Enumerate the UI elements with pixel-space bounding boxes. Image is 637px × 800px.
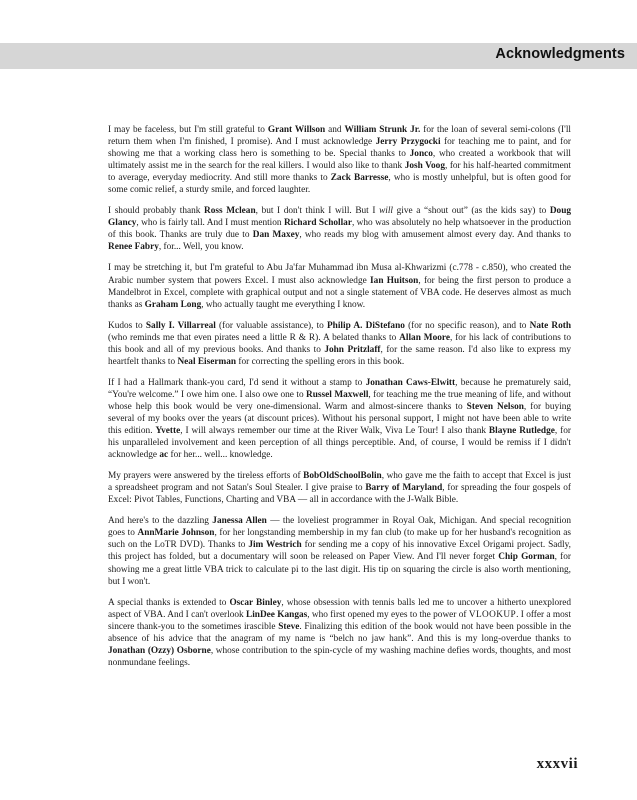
- text-run: give a “shout out” (as the kids say) to: [393, 206, 550, 217]
- text-run: , who gave me the faith to accept that Excel is just a spreadsheet program and not Satan's Soul Stealer. I give praise to: [108, 471, 572, 494]
- text-run: . I offer a most sincere thank-you to the sometimes irascible: [108, 609, 571, 632]
- text-run: I may be faceless, but I'm still grateful to: [108, 125, 268, 135]
- emphasis: will: [379, 206, 394, 217]
- person-name: John Pritzlaff: [324, 344, 381, 355]
- person-name: Grant Willson: [267, 125, 326, 135]
- person-name: LinDee Kangas: [246, 609, 308, 620]
- person-name: Dan Maxey: [252, 230, 300, 241]
- text-run: , for his lack of contributions to this book and all of my previous books. And thanks to: [108, 332, 571, 355]
- person-name: Chip Gorman: [498, 552, 555, 563]
- text-run: (for valuable assistance), to: [215, 320, 327, 331]
- text-run: , who first opened my eyes to the power of: [307, 609, 469, 620]
- person-name: Jonathan (Ozzy) Osborne: [108, 645, 211, 656]
- text-run: for correcting the spelling erors in this book.: [236, 356, 405, 367]
- page-number: xxxvii: [536, 756, 578, 772]
- text-run: , who created a workbook that will ultimately assist me in the search for the real killers. I would also like to thank: [108, 149, 571, 172]
- text-run: — the loveliest programmer in Royal Oak, Michigan. And special recognition goes to: [108, 516, 571, 539]
- text-run: , who is fairly tall. And I must mention: [136, 218, 284, 229]
- text-run: , because he prematurely said, “You're welcome.” I owe him one. I also owe one to: [108, 377, 572, 400]
- text-run: , for the same reason. I'd also like to express my heartfelt thanks to: [108, 344, 571, 367]
- text-run: I may be stretching it, but I'm grateful to Abu Ja'far Muhammad ibn Musa al-Khwarizmi (c.778 - c.850), who created the Arabic number system that powers Excel. I must also acknowledge: [108, 263, 571, 286]
- person-name: Neal Eiserman: [177, 356, 237, 367]
- acknowledgments-body: [108, 124, 571, 678]
- text-run: and: [325, 125, 345, 135]
- text-run: If I had a Hallmark thank-you card, I'd send it without a stamp to: [108, 377, 366, 388]
- person-name: Steven Nelson: [466, 401, 524, 412]
- paragraph: [108, 205, 571, 253]
- person-name: Doug Glancy: [108, 206, 572, 229]
- person-name: Jerry Przygocki: [375, 137, 441, 148]
- text-run: And here's to the dazzling: [108, 516, 213, 527]
- person-name: Oscar Binley: [229, 597, 282, 608]
- text-run: for her... well... knowledge.: [168, 450, 273, 461]
- person-name: AnnMarie Johnson: [137, 528, 215, 539]
- text-run: (who reminds me that even pirates need a little R & R). A belated thanks to: [108, 332, 400, 343]
- person-name: Steve: [278, 621, 300, 632]
- person-name: Barry of Maryland: [365, 483, 443, 494]
- text-run: , for spreading the four gospels of Excel: Pivot Tables, Functions, Charting and VBA — all in accordance with the J-Walk Bible.: [108, 483, 571, 506]
- person-name: Ian Huitson: [370, 275, 419, 286]
- person-name: Josh Voog: [404, 161, 445, 172]
- text-run: , whose obsession with tennis balls led me to uncover a hitherto unexplored aspect of VBA. And I can't overlook: [108, 597, 571, 620]
- person-name: Sally I. Villarreal: [145, 320, 216, 331]
- text-run: , for... Well, you know.: [158, 242, 244, 253]
- person-name: BobOldSchoolBolin: [303, 471, 382, 482]
- person-name: Nate Roth: [529, 320, 571, 331]
- text-run: Kudos to: [108, 320, 146, 331]
- text-run: , whose contribution to the spin-cycle of my washing machine defies words, thoughts, and most nonmundane feelings.: [108, 645, 571, 668]
- person-name: Jonathan Caws-Elwitt: [365, 377, 456, 388]
- text-run: (for no specific reason), and to: [404, 320, 530, 331]
- text-run: , but I don't think I will. But I: [255, 206, 380, 217]
- paragraph: [108, 262, 571, 310]
- text-run: , for her longstanding membership in my fan club (to make up for her husband's recognition as such on the LoTR DVD). Thanks to: [108, 528, 571, 551]
- person-name: Jonco: [409, 149, 433, 160]
- text-run: , I will always remember our time at the River Walk, Viva Le Tour! I also thank: [180, 426, 489, 437]
- paragraph: [108, 377, 571, 461]
- page-title: Acknowledgments: [495, 46, 625, 62]
- paragraph: [108, 515, 571, 587]
- paragraph: [108, 597, 571, 669]
- text-run: , who is mostly unhelpful, but is often good for some comic relief, a sturdy smile, and forced laughter.: [108, 173, 571, 196]
- person-name: Zack Barresse: [330, 173, 389, 184]
- person-name: Renee Fabry: [108, 242, 159, 253]
- person-name: Jim Westrich: [248, 540, 302, 551]
- text-run: A special thanks is extended to: [108, 597, 230, 608]
- text-run: , for buying several of my books over the years (at discount prices). Without his personal support, I might not have been able to write this edition.: [108, 401, 572, 437]
- text-run: , who reads my blog with amusement almost every day. And thanks to: [299, 230, 572, 241]
- text-run: , for teaching me the true meaning of life, and without whose help this book would be very one-dimensional. Warm and almost-sincere thanks to: [108, 389, 572, 412]
- person-name: Yvette: [155, 426, 181, 437]
- text-run: My prayers were answered by the tireless efforts of: [108, 471, 304, 482]
- text-run: , for his half-hearted commitment to average, everyday mediocrity. And still more thanks to: [108, 161, 571, 184]
- text-run: for sending me a copy of his innovative Excel Origami project. Sadly, this project has folded, but a documentary will soon be released on Paper View. And I'll never forget: [108, 540, 571, 563]
- text-run: , for his unparalleled involvement and keen perception of all things perceptible. And, of course, I would be remiss if I didn't acknowledge: [108, 426, 571, 461]
- person-name: William Strunk Jr.: [344, 125, 421, 135]
- person-name: Ross Mclean: [204, 206, 256, 217]
- person-name: Allan Moore: [399, 332, 450, 343]
- paragraph: [108, 320, 571, 368]
- person-name: ac: [159, 450, 169, 461]
- person-name: Blayne Rutledge: [488, 426, 555, 437]
- person-name: Graham Long: [144, 299, 202, 310]
- text-run: , for being the first person to produce a Mandelbrot in Excel, complete with graphical output and not a single statement of VBA code. He deserves almost as much thanks as: [108, 275, 571, 310]
- paragraph: [108, 124, 571, 196]
- text-run: . Finalizing this edition of the book would not have been possible in the absence of his advice that the anagram of my name is “belch no jaw hank”. And this is my long-overdue thanks to: [108, 621, 572, 644]
- running-header: [0, 43, 637, 69]
- text-run: , who actually taught me everything I know.: [201, 299, 366, 310]
- text-run: I should probably thank: [108, 206, 204, 217]
- person-name: Philip A. DiStefano: [326, 320, 405, 331]
- text-run: , who was absolutely no help whatsoever in the production of this book. Thanks are truly due to: [108, 218, 572, 241]
- text-run: for the loan of several semi-colons (I'll return them when I'm finished, I promise). And I must acknowledge: [108, 125, 571, 148]
- person-name: Russel Maxwell: [306, 389, 369, 400]
- person-name: Richard Schollar: [283, 218, 352, 229]
- text-run: for teaching me to paint, and for showing me that a working class hero is something to be. Special thanks to: [108, 137, 571, 160]
- text-run: , for showing me a great little VBA trick to calculate pi to the last digit. His tip on squaring the circle is also worth mentioning, but I won't.: [108, 552, 571, 587]
- person-name: Janessa Allen: [212, 516, 267, 527]
- function-name: VLOOKUP: [468, 609, 517, 620]
- paragraph: [108, 470, 571, 506]
